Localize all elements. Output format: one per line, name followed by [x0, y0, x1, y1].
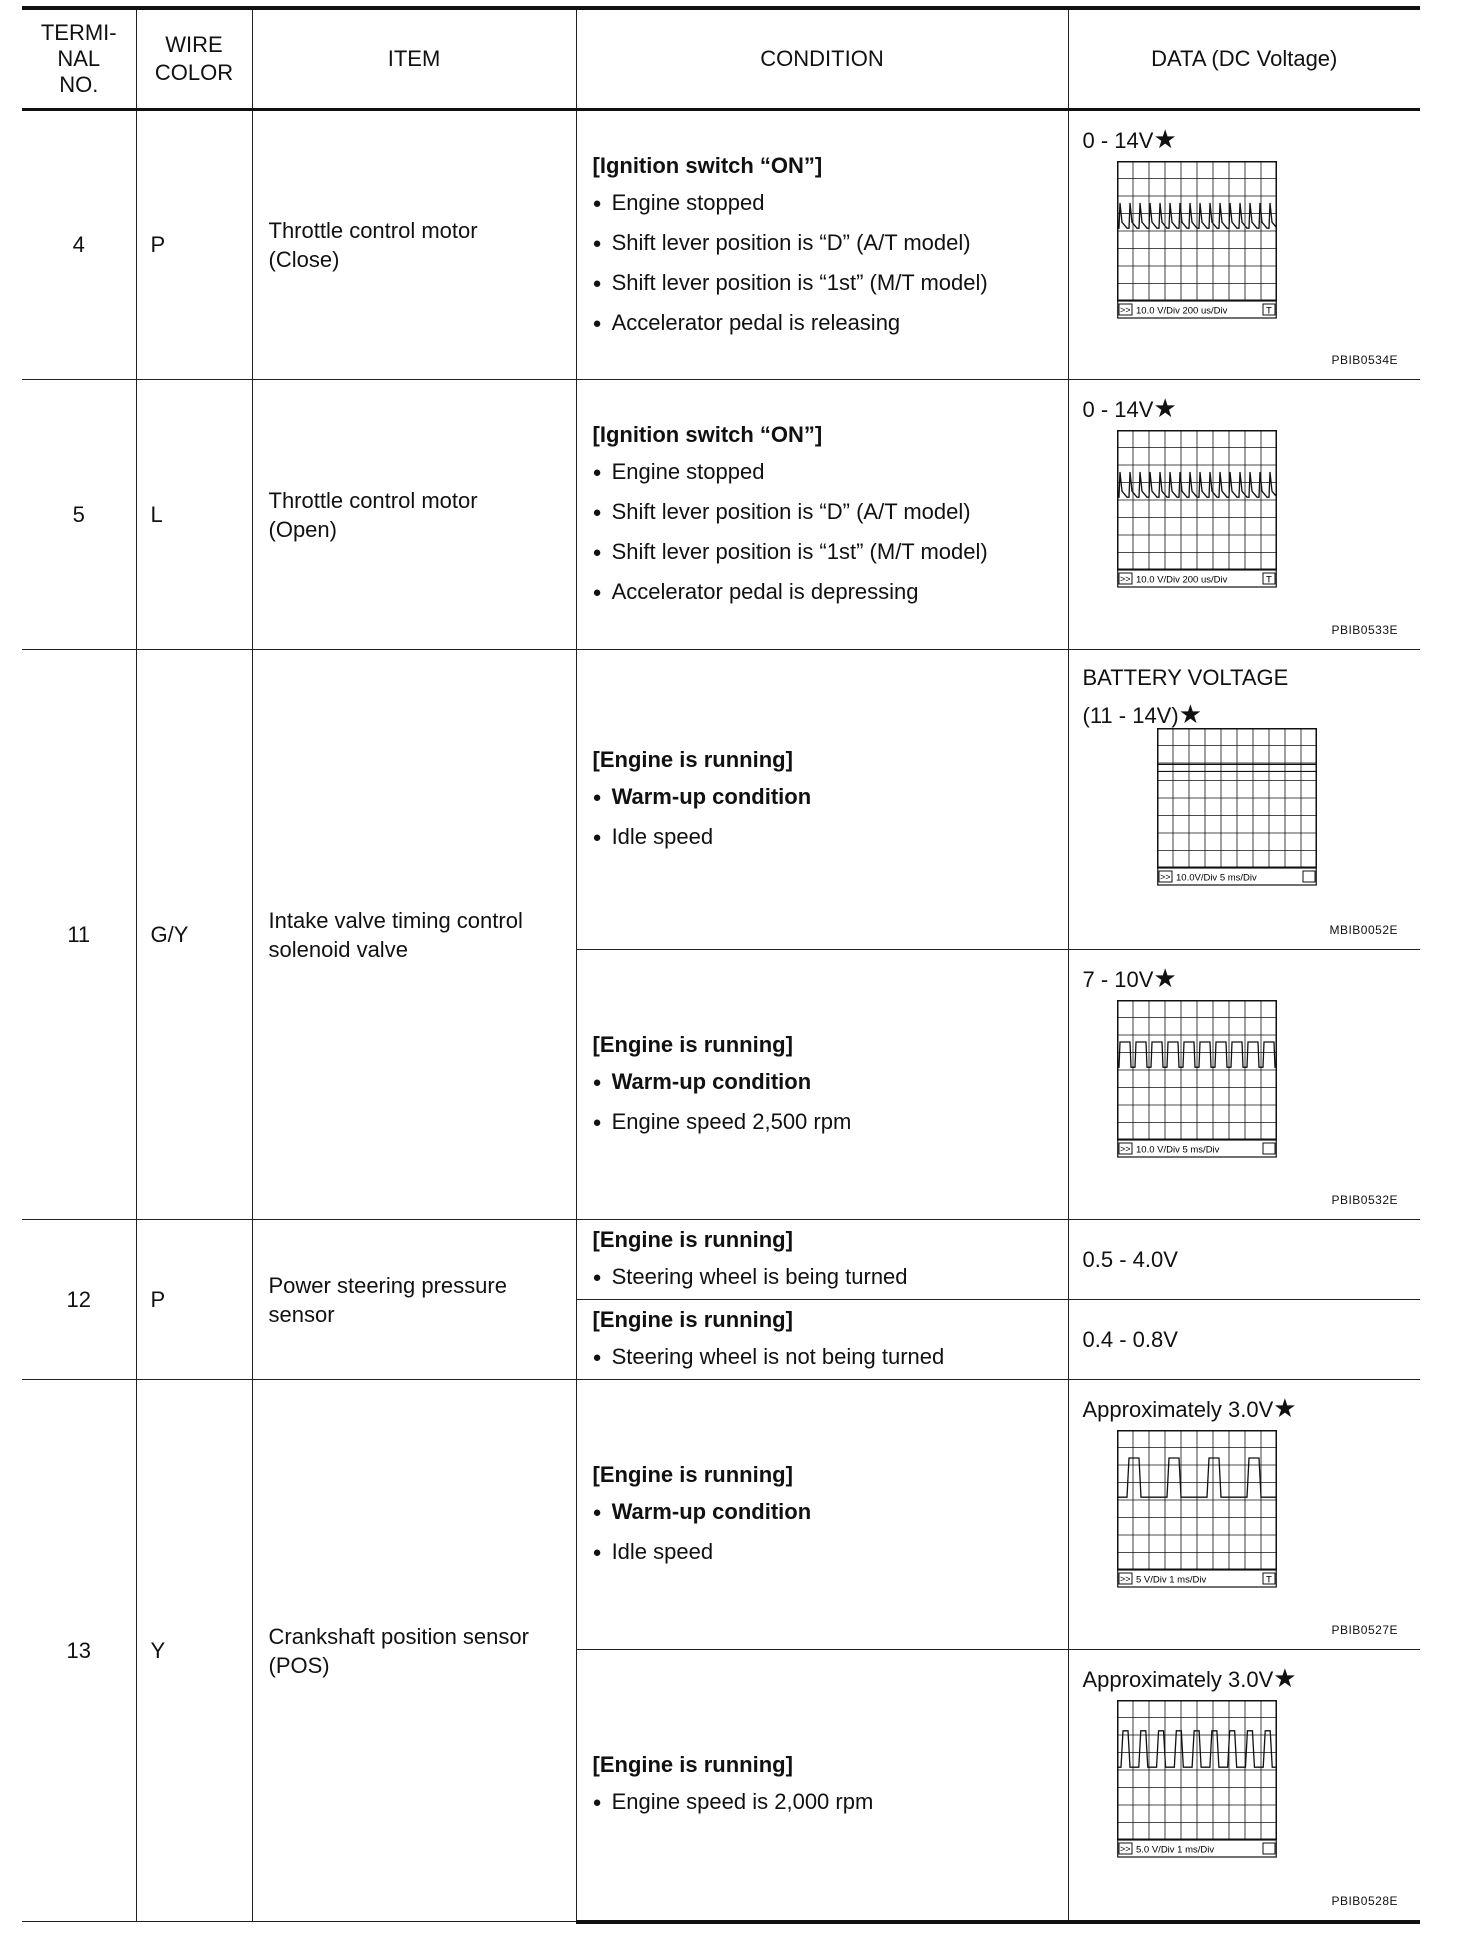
- condition-bullet: ● Warm-up condition: [593, 1063, 1068, 1103]
- oscilloscope-waveform: [1117, 1000, 1277, 1164]
- header-data: DATA (DC Voltage): [1068, 8, 1420, 110]
- figure-code: PBIB0532E: [1331, 1193, 1398, 1207]
- condition-heading: [Engine is running]: [592, 1032, 793, 1057]
- item-name: Power steering pressure sensor: [252, 1220, 576, 1380]
- condition-bullet: ● Engine stopped: [593, 453, 1068, 493]
- header-terminal: TERMI- NAL NO.: [22, 8, 136, 110]
- star-icon: ★: [1153, 393, 1177, 423]
- terminal-no: 12: [22, 1220, 136, 1380]
- figure-code: PBIB0533E: [1331, 623, 1398, 637]
- condition-bullet: ● Steering wheel is not being turned: [593, 1338, 1068, 1378]
- scope-graticule: [1117, 1000, 1277, 1158]
- condition-bullet: ● Engine speed 2,500 rpm: [593, 1103, 1068, 1143]
- condition-bullet: ● Shift lever position is “D” (A/T model): [593, 224, 1068, 264]
- star-icon: ★: [1273, 1393, 1297, 1423]
- data-value: 0.4 - 0.8V: [1068, 1300, 1420, 1380]
- condition-heading: [Engine is running]: [592, 1227, 793, 1252]
- condition-bullet: ● Engine speed is 2,000 rpm: [593, 1783, 1068, 1823]
- scope-graticule: [1117, 430, 1277, 588]
- wire-color: G/Y: [136, 650, 252, 1220]
- condition-heading: [Engine is running]: [592, 1752, 793, 1778]
- star-icon: ★: [1153, 124, 1177, 154]
- oscilloscope-waveform: [1157, 728, 1317, 892]
- condition-heading: [Engine is running]: [592, 1462, 793, 1487]
- condition-bullet: ● Shift lever position is “1st” (M/T model): [593, 533, 1068, 573]
- data-value: 0 - 14V★: [1082, 124, 1177, 154]
- oscilloscope-waveform: [1117, 1430, 1277, 1594]
- condition-bullet: ● Accelerator pedal is depressing: [593, 573, 1068, 613]
- condition: [576, 380, 1068, 650]
- item-name: Throttle control motor (Close): [252, 110, 576, 380]
- condition-bullet: ● Idle speed: [593, 818, 1068, 858]
- data-value: Approximately 3.0V★: [1082, 1663, 1297, 1693]
- condition: [576, 1380, 1068, 1650]
- condition-heading: [Engine is running]: [592, 1307, 793, 1332]
- scope-graticule: [1157, 728, 1317, 886]
- data-cell: [1068, 380, 1420, 650]
- scope-graticule: [1117, 1700, 1277, 1858]
- table-row: [22, 650, 1420, 950]
- oscilloscope-waveform: [1117, 430, 1277, 594]
- table-row: [22, 1380, 1420, 1650]
- oscilloscope-waveform: [1117, 161, 1277, 325]
- header-row: [22, 8, 1420, 110]
- terminal-table: [22, 6, 1420, 1924]
- data-cell: [1068, 1650, 1420, 1922]
- header-condition: CONDITION: [576, 8, 1068, 110]
- figure-code: PBIB0528E: [1331, 1893, 1398, 1908]
- scope-scale-label: 5 V/Div 1 ms/Div: [1135, 1574, 1206, 1586]
- scope-graticule: [1117, 1430, 1277, 1588]
- header-item: ITEM: [252, 8, 576, 110]
- table-row: [22, 380, 1420, 650]
- data-value: 7 - 10V★: [1082, 963, 1177, 993]
- star-icon: ★: [1153, 963, 1177, 993]
- data-value: BATTERY VOLTAGE (11 - 14V)★: [1082, 665, 1289, 729]
- svg-text:>>: >>: [1119, 1574, 1131, 1584]
- condition-bullet: ● Idle speed: [593, 1533, 1068, 1573]
- figure-code: PBIB0534E: [1331, 353, 1398, 367]
- condition-bullet: ● Warm-up condition: [593, 778, 1068, 818]
- wire-color: P: [136, 110, 252, 380]
- scope-scale-label: 5.0 V/Div 1 ms/Div: [1135, 1844, 1214, 1856]
- wire-color: Y: [136, 1380, 252, 1922]
- terminal-no: 11: [22, 650, 136, 1220]
- scope-graticule: [1117, 161, 1277, 319]
- condition-bullet: ● Engine stopped: [593, 184, 1068, 224]
- condition-heading: [Ignition switch “ON”]: [592, 422, 823, 447]
- svg-text:>>: >>: [1119, 1144, 1131, 1154]
- terminal-no: 5: [22, 380, 136, 650]
- svg-text:>>: >>: [1159, 872, 1171, 882]
- condition: [576, 1220, 1068, 1300]
- condition-bullet: ● Accelerator pedal is releasing: [593, 304, 1068, 344]
- condition: [576, 1300, 1068, 1380]
- data-value: 0 - 14V★: [1082, 393, 1177, 423]
- condition: [576, 110, 1068, 380]
- table-row: [22, 110, 1420, 380]
- table-row: [22, 1220, 1420, 1300]
- svg-text:>>: >>: [1119, 305, 1131, 315]
- scope-scale-label: 10.0 V/Div 5 ms/Div: [1135, 1144, 1219, 1156]
- oscilloscope-waveform: [1117, 1700, 1277, 1864]
- condition-bullet: ● Warm-up condition: [593, 1493, 1068, 1533]
- svg-text:T: T: [1265, 305, 1272, 317]
- svg-text:T: T: [1265, 1574, 1272, 1586]
- terminal-no: 4: [22, 110, 136, 380]
- scope-scale-label: 10.0 V/Div 200 us/Div: [1135, 574, 1227, 586]
- scope-scale-label: 10.0V/Div 5 ms/Div: [1175, 872, 1257, 884]
- item-name: Crankshaft position sensor (POS): [252, 1380, 576, 1922]
- wire-color: P: [136, 1220, 252, 1380]
- svg-text:T: T: [1265, 574, 1272, 586]
- data-cell: [1068, 950, 1420, 1220]
- condition-bullet: ● Shift lever position is “1st” (M/T model): [593, 264, 1068, 304]
- svg-text:>>: >>: [1119, 1844, 1131, 1854]
- svg-text:>>: >>: [1119, 574, 1131, 584]
- figure-code: PBIB0527E: [1331, 1623, 1398, 1637]
- figure-code: MBIB0052E: [1329, 923, 1398, 937]
- condition-bullet: ● Steering wheel is being turned: [593, 1258, 1068, 1298]
- data-cell: [1068, 1380, 1420, 1650]
- condition: [576, 950, 1068, 1220]
- wire-color: L: [136, 380, 252, 650]
- item-name: Intake valve timing control solenoid valve: [252, 650, 576, 1220]
- condition-bullet: ● Shift lever position is “D” (A/T model): [593, 493, 1068, 533]
- data-cell: [1068, 650, 1420, 950]
- condition: [576, 650, 1068, 950]
- condition-heading: [Ignition switch “ON”]: [592, 152, 823, 178]
- star-icon: ★: [1273, 1663, 1297, 1693]
- condition-heading: [Engine is running]: [592, 747, 793, 772]
- condition: [576, 1650, 1068, 1922]
- data-value: Approximately 3.0V★: [1082, 1393, 1297, 1423]
- scope-scale-label: 10.0 V/Div 200 us/Div: [1135, 305, 1227, 317]
- star-icon: ★: [1178, 699, 1202, 729]
- header-wire-color: WIRE COLOR: [136, 8, 252, 110]
- data-value: 0.5 - 4.0V: [1068, 1220, 1420, 1300]
- data-cell: [1068, 110, 1420, 380]
- terminal-no: 13: [22, 1380, 136, 1922]
- item-name: Throttle control motor (Open): [252, 380, 576, 650]
